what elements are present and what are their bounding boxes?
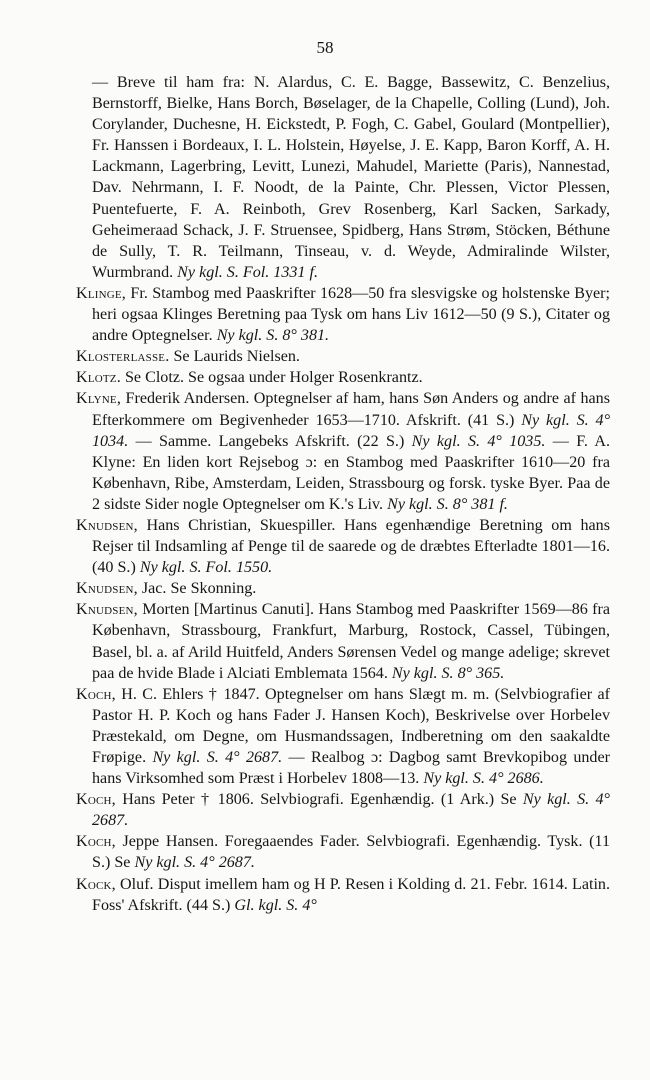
entry-text: Se Clotz. Se ogsaa under Holger Rosenkrantz. xyxy=(120,369,423,387)
entry-headword: Koch, xyxy=(76,685,116,703)
shelfmark-reference: Ny kgl. S. 8° 381 f. xyxy=(387,495,508,513)
page-number: 58 xyxy=(316,38,334,57)
register-entry xyxy=(76,367,610,388)
shelfmark-reference: Ny kgl. S. 4° 2687. xyxy=(134,854,255,872)
entry-text: Fr. Stambog med Paaskrifter 1628—50 fra slesvigske og holstenske Byer; heri ogsaa Klinges Beretning paa Tysk om hans Liv 1612—50 (9 S.), Citater og andre Optegnelser. xyxy=(92,284,610,345)
shelfmark-reference: Gl. kgl. S. 4° xyxy=(234,896,317,914)
entry-headword: Koch, xyxy=(76,833,116,851)
entry-text: — F. A. Klyne: En liden kort Rejsebog ɔ: en Stambog med Paaskrifter 1610—20 fra København, Ribe, Amsterdam, Leiden, Strassbourg og forsk. tyske Byer. Paa de 2 sidste Sider nogle Optegnelser om K.'s Liv. xyxy=(92,432,611,513)
entry-text: — Breve til ham fra: N. Alardus, C. E. Bagge, Bassewitz, C. Benzelius, Bernstorff, Bielke, Hans Borch, Bøselager, de la Chapelle, Colling (Lund), Joh. Corylander, Duchesne, H. Eickstedt, P. Fogh, C. Gabel, Goulard (Montpellier), Fr. Hanssen i Bordeaux, I. L. Holstein, Høyelse, J. E. Kapp, Baron Korff, A. H. Lackmann, Lagerbring, Levitt, Lunezi, Mahudel, Mariette (Paris), Nannestad, Dav. Nehrmann, I. F. Noodt, de la Painte, Chr. Plessen, Victor Plessen, Puentefuerte, F. A. Reinboth, Grev Rosenberg, Karl Sacken, Sarkady, Geheimeraad Schack, J. F. Struensee, Spidberg, Hans Strøm, Stöcken, Béthune de Sully, T. R. Teilmann, Tinseau, v. d. Weyde, Admiralinde Wilster, Wurmbrand. xyxy=(92,74,610,281)
shelfmark-reference: Ny kgl. S. 8° 381. xyxy=(216,327,330,345)
entry-headword: Knudsen, xyxy=(76,580,138,598)
entry-headword: Klosterlasse. xyxy=(76,348,170,366)
entry-headword: Knudsen, xyxy=(76,601,138,619)
entry-headword: Klinge, xyxy=(76,284,127,302)
register-entry xyxy=(76,346,610,367)
entry-headword: Knudsen, xyxy=(76,516,138,534)
shelfmark-reference: Ny kgl. S. 4° 1035. xyxy=(411,432,546,450)
register-entry xyxy=(76,684,610,789)
register-entry xyxy=(76,578,610,599)
entry-text: Frederik Andersen. Optegnelser af ham, hans Søn Anders og andre af hans Efterkommere om Begivenheder 1653—1710. Afskrift. (41 S.) xyxy=(92,390,610,429)
register-entry xyxy=(76,789,610,831)
entry-headword: Koch, xyxy=(76,791,116,809)
entry-text: Jeppe Hansen. Foregaaendes Fader. Selvbiografi. Egenhændig. Tysk. (11 S.) Se xyxy=(92,833,610,872)
shelfmark-reference: Ny kgl. S. Fol. 1550. xyxy=(139,559,273,577)
register-entry xyxy=(76,874,610,916)
register-entry xyxy=(76,388,610,515)
register-entry xyxy=(76,283,610,346)
entry-text: Morten [Martinus Canuti]. Hans Stambog med Paaskrifter 1569—86 fra København, Strassbourg, Frankfurt, Marburg, Rostock, Cassel, Tübingen, Basel, bl. a. af Arild Huitfeld, Anders Sørensen Vedel og mange adelige; skrevet paa de hvide Blade i Alciati Emblemata 1564. xyxy=(92,601,610,682)
entry-text: Hans Peter † 1806. Selvbiografi. Egenhændig. (1 Ark.) Se xyxy=(115,791,523,809)
entry-headword: Kock, xyxy=(76,875,116,893)
entry-text: — Samme. Langebeks Afskrift. (22 S.) xyxy=(128,432,412,450)
entry-headword: Klyne, xyxy=(76,390,122,408)
shelfmark-reference: Ny kgl. S. 4° 2686. xyxy=(423,770,544,788)
shelfmark-reference: Ny kgl. S. 8° 365. xyxy=(391,664,505,682)
register-entry xyxy=(76,599,610,683)
entry-text: Jac. Se Skonning. xyxy=(137,580,257,598)
shelfmark-reference: Ny kgl. S. 4° 1034. xyxy=(92,411,610,450)
entry-text: Se Laurids Nielsen. xyxy=(169,348,300,366)
register-entry xyxy=(76,72,610,283)
entry-text: Oluf. Disput imellem ham og H P. Resen i Kolding d. 21. Febr. 1614. Latin. Foss' Afskrift. (44 S.) xyxy=(92,875,610,914)
shelfmark-reference: Ny kgl. S. 4° 2687. xyxy=(92,791,610,830)
shelfmark-reference: Ny kgl. S. Fol. 1331 f. xyxy=(177,263,318,281)
shelfmark-reference: Ny kgl. S. 4° 2687. xyxy=(152,749,283,766)
entry-text: Hans Christian, Skuespiller. Hans egenhændige Beretning om hans Rejser til Indsamling af Penge til de saarede og de dræbtes Efterladte 1801—16. (40 S.) xyxy=(92,516,610,577)
entry-text: H. C. Ehlers † 1847. Optegnelser om hans Slægt m. m. (Selvbiografier af Pastor H. P. Koch og hans Fader J. Hansen Koch), Beskrivelse over Horbelev Præstekald, om Degne, om Husmandssagen, Indberetning om den saakaldte Frøpige. xyxy=(92,685,610,766)
register-entries xyxy=(76,72,610,916)
register-entry xyxy=(76,515,610,578)
register-entry xyxy=(76,831,610,873)
entry-headword: Klotz. xyxy=(76,369,121,387)
entry-text: — Realbog ɔ: Dagbog samt Brevkopibog under hans Virksomhed som Præst i Horbelev 1808—13. xyxy=(92,749,610,788)
